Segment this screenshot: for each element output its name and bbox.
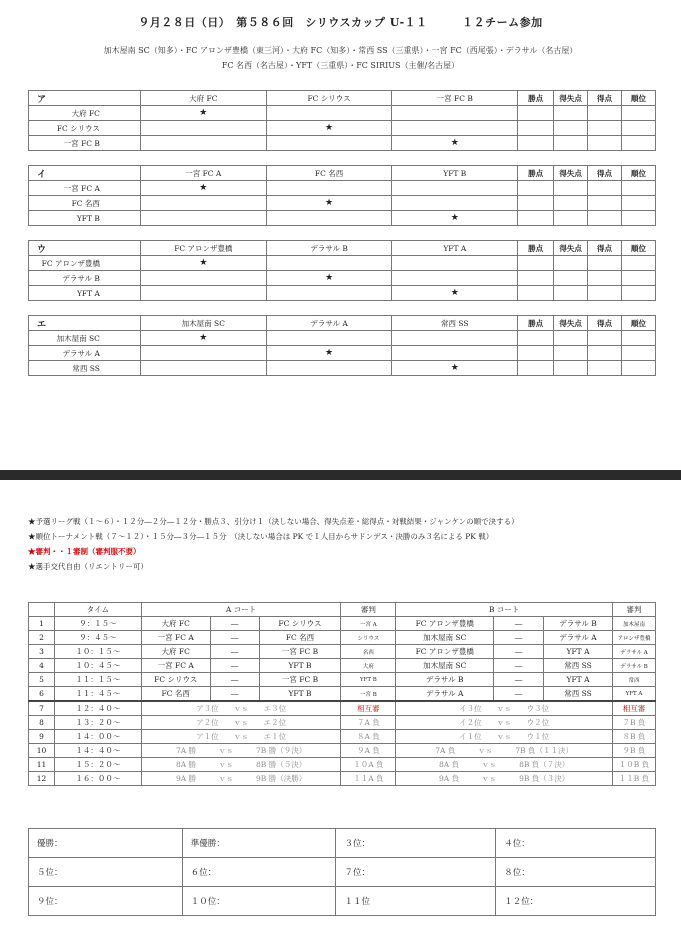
group-name: ウ xyxy=(29,241,141,256)
court-b-away-team: YFT A xyxy=(544,645,613,659)
group-row-team: YFT A xyxy=(29,286,141,301)
match-number: 1 xyxy=(29,617,55,631)
standing-place-field: 優勝： xyxy=(29,829,183,858)
group-team-row xyxy=(29,256,656,271)
result-cell xyxy=(140,196,266,211)
court-b-vs-dash: ― xyxy=(494,645,544,659)
match-number: 10 xyxy=(29,744,55,758)
standing-place-field: ７位： xyxy=(336,858,496,887)
court-a-home-team: 一宮 FC A xyxy=(141,631,210,645)
group-column-team: デラサル A xyxy=(266,316,392,331)
result-cell xyxy=(266,256,392,271)
stat-cell xyxy=(518,211,554,226)
court-b-referee: 常西 xyxy=(612,673,655,687)
court-b-referee: １１B 負 xyxy=(612,772,655,786)
group-team-row xyxy=(29,211,656,226)
result-cell xyxy=(392,256,518,271)
self-match-star: ★ xyxy=(392,136,518,151)
court-b-referee: YFT A xyxy=(612,687,655,702)
stat-cell xyxy=(554,196,588,211)
stat-cell xyxy=(554,106,588,121)
court-b-match: 9A 負 ｖｓ 9B 負（３決） xyxy=(396,772,613,786)
stat-cell xyxy=(622,256,656,271)
stat-header: 順位 xyxy=(622,241,656,256)
group-header-row xyxy=(29,241,656,256)
court-b-away-team: YFT A xyxy=(544,673,613,687)
stat-cell xyxy=(518,286,554,301)
match-number: 12 xyxy=(29,772,55,786)
self-match-star: ★ xyxy=(392,211,518,226)
group-team-row xyxy=(29,106,656,121)
stat-header: 順位 xyxy=(622,166,656,181)
court-b-home-team: FC アロンザ豊橋 xyxy=(396,617,494,631)
court-a-referee: 大府 xyxy=(341,659,396,673)
stat-cell xyxy=(518,106,554,121)
stat-header: 順位 xyxy=(622,316,656,331)
participants-line-2: FC 名西（名古屋）・YFT（三重県）・FC SIRIUS（主催/名古屋） xyxy=(221,61,460,70)
result-cell xyxy=(140,286,266,301)
group-column-team: YFT A xyxy=(392,241,518,256)
court-a-home-team: 大府 FC xyxy=(141,645,210,659)
section-divider xyxy=(0,470,681,480)
stat-cell xyxy=(588,136,622,151)
standing-place-field: ８位： xyxy=(496,858,656,887)
group-team-row xyxy=(29,271,656,286)
group-team-row xyxy=(29,286,656,301)
court-b-vs-dash: ― xyxy=(494,617,544,631)
stat-cell xyxy=(588,106,622,121)
stat-cell xyxy=(622,121,656,136)
stat-header: 勝点 xyxy=(518,241,554,256)
court-a-away-team: FC 名西 xyxy=(259,631,341,645)
group-team-row xyxy=(29,331,656,346)
result-cell xyxy=(266,106,392,121)
stat-cell xyxy=(622,196,656,211)
court-a-match: ア２位 ｖｓ エ２位 xyxy=(141,716,341,730)
court-a-home-team: 一宮 FC A xyxy=(141,659,210,673)
group-row-team: YFT B xyxy=(29,211,141,226)
group-row-team: 常西 SS xyxy=(29,361,141,376)
standing-place-field: 準優勝： xyxy=(182,829,336,858)
match-number: 5 xyxy=(29,673,55,687)
group-table xyxy=(28,165,656,226)
court-a-away-team: YFT B xyxy=(259,659,341,673)
result-cell xyxy=(140,346,266,361)
stat-cell xyxy=(554,346,588,361)
stat-cell xyxy=(588,181,622,196)
court-a-home-team: 大府 FC xyxy=(141,617,210,631)
standing-place-field: ９位： xyxy=(29,887,183,916)
court-b-referee: １０B 負 xyxy=(612,758,655,772)
stat-cell xyxy=(554,286,588,301)
rules-notes xyxy=(28,514,519,574)
stat-header: 勝点 xyxy=(518,91,554,106)
schedule-row xyxy=(29,631,656,645)
schedule-row xyxy=(29,744,656,758)
court-a-vs-dash: ― xyxy=(210,645,259,659)
court-b-referee: 加木屋南 xyxy=(612,617,655,631)
self-match-star: ★ xyxy=(140,181,266,196)
group-column-team: デラサル B xyxy=(266,241,392,256)
match-time: １４：４０〜 xyxy=(54,744,141,758)
standing-place-field: ６位： xyxy=(182,858,336,887)
match-time: １０：１５〜 xyxy=(54,645,141,659)
court-a-match: 7A 勝 ｖｓ 7B 勝（９決） xyxy=(141,744,341,758)
match-time: １１：４５〜 xyxy=(54,687,141,702)
match-number: 7 xyxy=(29,701,55,716)
stat-cell xyxy=(554,211,588,226)
court-a-away-team: FC シリウス xyxy=(259,617,341,631)
court-a-vs-dash: ― xyxy=(210,659,259,673)
court-b-match: 7A 負 ｖｓ 7B 負（１１決） xyxy=(396,744,613,758)
group-column-team: FC シリウス xyxy=(266,91,392,106)
group-team-row xyxy=(29,121,656,136)
court-b-home-team: 加木屋南 SC xyxy=(396,659,494,673)
stat-cell xyxy=(588,211,622,226)
stat-header: 得失点 xyxy=(554,316,588,331)
schedule-row xyxy=(29,758,656,772)
court-a-referee: YFT B xyxy=(341,673,396,687)
group-row-team: 一宮 FC A xyxy=(29,181,141,196)
court-a-referee: 相互審 xyxy=(341,701,396,716)
stat-header: 得点 xyxy=(588,166,622,181)
group-column-team: 常西 SS xyxy=(392,316,518,331)
match-time: １３：２０〜 xyxy=(54,716,141,730)
group-name: ア xyxy=(29,91,141,106)
court-a-referee: ８A 負 xyxy=(341,730,396,744)
group-column-team: FC アロンザ豊橋 xyxy=(140,241,266,256)
court-a-vs-dash: ― xyxy=(210,687,259,702)
court-b-home-team: FC アロンザ豊橋 xyxy=(396,645,494,659)
stat-cell xyxy=(622,286,656,301)
stat-cell xyxy=(518,181,554,196)
stat-cell xyxy=(554,256,588,271)
court-a-referee: シリウス xyxy=(341,631,396,645)
stat-cell xyxy=(518,256,554,271)
standing-place-field: １０位： xyxy=(182,887,336,916)
stat-header: 得失点 xyxy=(554,241,588,256)
stat-cell xyxy=(588,361,622,376)
self-match-star: ★ xyxy=(140,256,266,271)
stat-cell xyxy=(518,136,554,151)
court-a-away-team: 一宮 FC B xyxy=(259,673,341,687)
match-time: １１：１５〜 xyxy=(54,673,141,687)
standings-row xyxy=(29,829,656,858)
stat-cell xyxy=(622,271,656,286)
stat-cell xyxy=(622,136,656,151)
stat-cell xyxy=(622,211,656,226)
stat-cell xyxy=(518,331,554,346)
stat-cell xyxy=(622,346,656,361)
rule-substitution: ★選手交代自由（リエントリー可） xyxy=(28,562,148,571)
schedule-row xyxy=(29,617,656,631)
stat-cell xyxy=(554,331,588,346)
court-a-referee: 一宮 A xyxy=(341,617,396,631)
group-team-row xyxy=(29,136,656,151)
result-cell xyxy=(392,181,518,196)
stat-cell xyxy=(518,196,554,211)
stat-cell xyxy=(554,361,588,376)
court-b-vs-dash: ― xyxy=(494,659,544,673)
match-time: １４：００〜 xyxy=(54,730,141,744)
stat-cell xyxy=(588,196,622,211)
result-cell xyxy=(140,121,266,136)
stat-cell xyxy=(622,181,656,196)
court-b-match: 8A 負 ｖｓ 8B 負（７決） xyxy=(396,758,613,772)
stat-cell xyxy=(518,121,554,136)
group-name: エ xyxy=(29,316,141,331)
result-cell xyxy=(266,361,392,376)
stat-cell xyxy=(588,346,622,361)
court-b-referee: デラサル B xyxy=(612,659,655,673)
stat-header: 得点 xyxy=(588,316,622,331)
self-match-star: ★ xyxy=(140,331,266,346)
schedule-row xyxy=(29,701,656,716)
court-a-referee: ９A 負 xyxy=(341,744,396,758)
match-schedule-table xyxy=(28,602,656,786)
stat-header: 勝点 xyxy=(518,166,554,181)
stat-header: 得点 xyxy=(588,91,622,106)
group-column-team: 大府 FC xyxy=(140,91,266,106)
self-match-star: ★ xyxy=(266,346,392,361)
stat-header: 得失点 xyxy=(554,166,588,181)
group-row-team: デラサル B xyxy=(29,271,141,286)
schedule-row xyxy=(29,772,656,786)
court-b-home-team: デラサル B xyxy=(396,673,494,687)
page-title: ９月２８日（日） 第５８６回 シリウスカップ U-１１ １２チーム参加 xyxy=(138,16,543,29)
stat-cell xyxy=(518,346,554,361)
match-time: １２：４０〜 xyxy=(54,701,141,716)
court-b-away-team: デラサル A xyxy=(544,631,613,645)
schedule-header-time: タイム xyxy=(54,603,141,617)
stat-cell xyxy=(622,361,656,376)
match-time: １５：２０〜 xyxy=(54,758,141,772)
result-cell xyxy=(266,181,392,196)
self-match-star: ★ xyxy=(266,271,392,286)
match-number: 4 xyxy=(29,659,55,673)
group-table xyxy=(28,90,656,151)
match-time: １０：４５〜 xyxy=(54,659,141,673)
self-match-star: ★ xyxy=(266,121,392,136)
group-column-team: YFT B xyxy=(392,166,518,181)
result-cell xyxy=(266,136,392,151)
schedule-row xyxy=(29,673,656,687)
result-cell xyxy=(266,211,392,226)
court-a-away-team: YFT B xyxy=(259,687,341,702)
stat-header: 勝点 xyxy=(518,316,554,331)
result-cell xyxy=(392,121,518,136)
court-b-away-team: 常西 SS xyxy=(544,659,613,673)
court-b-referee: ７B 負 xyxy=(612,716,655,730)
schedule-header-referee-a: 審判 xyxy=(341,603,396,617)
standing-place-field: ５位： xyxy=(29,858,183,887)
result-cell xyxy=(392,196,518,211)
court-b-referee: 相互審 xyxy=(612,701,655,716)
stat-header: 得失点 xyxy=(554,91,588,106)
result-cell xyxy=(392,331,518,346)
group-column-team: FC 名西 xyxy=(266,166,392,181)
group-team-row xyxy=(29,196,656,211)
final-standings-table xyxy=(28,828,656,916)
court-a-referee: １１A 負 xyxy=(341,772,396,786)
result-cell xyxy=(140,136,266,151)
group-name: イ xyxy=(29,166,141,181)
group-header-row xyxy=(29,316,656,331)
stat-cell xyxy=(588,331,622,346)
group-row-team: FC シリウス xyxy=(29,121,141,136)
schedule-row xyxy=(29,687,656,702)
stat-cell xyxy=(622,331,656,346)
self-match-star: ★ xyxy=(266,196,392,211)
rule-referee: ★審判・・１審制（審判服不要） xyxy=(28,547,141,556)
standing-place-field: ３位： xyxy=(336,829,496,858)
schedule-row xyxy=(29,659,656,673)
court-b-referee: ９B 負 xyxy=(612,744,655,758)
schedule-row xyxy=(29,730,656,744)
court-a-referee: ７A 負 xyxy=(341,716,396,730)
court-b-vs-dash: ― xyxy=(494,673,544,687)
court-b-referee: アロンザ豊橋 xyxy=(612,631,655,645)
court-a-home-team: FC 名西 xyxy=(141,687,210,702)
group-column-team: 一宮 FC A xyxy=(140,166,266,181)
group-team-row xyxy=(29,346,656,361)
standing-place-field: １１位 xyxy=(336,887,496,916)
court-a-referee: 一宮 B xyxy=(341,687,396,702)
court-a-home-team: FC シリウス xyxy=(141,673,210,687)
court-a-vs-dash: ― xyxy=(210,617,259,631)
result-cell xyxy=(392,106,518,121)
group-team-row xyxy=(29,361,656,376)
court-a-away-team: 一宮 FC B xyxy=(259,645,341,659)
match-number: 6 xyxy=(29,687,55,702)
stat-cell xyxy=(622,106,656,121)
stat-cell xyxy=(554,271,588,286)
schedule-row xyxy=(29,645,656,659)
court-b-match: イ２位 ｖｓ ウ２位 xyxy=(396,716,613,730)
court-b-vs-dash: ― xyxy=(494,687,544,702)
court-a-vs-dash: ― xyxy=(210,673,259,687)
participants-line-1: 加木屋南 SC（知多）・FC アロンザ豊橋（東三河）・大府 FC（知多）・常西 SS（三重県）・一宮 FC（西尾張）・デラサル（名古屋） xyxy=(103,46,578,55)
standings-row xyxy=(29,858,656,887)
court-a-match: ア１位 ｖｓ エ１位 xyxy=(141,730,341,744)
schedule-header-court-a: A コート xyxy=(141,603,341,617)
group-row-team: 一宮 FC B xyxy=(29,136,141,151)
result-cell xyxy=(266,331,392,346)
schedule-header-court-b: B コート xyxy=(396,603,613,617)
match-number: 8 xyxy=(29,716,55,730)
schedule-header-row xyxy=(29,603,656,617)
court-a-referee: 名西 xyxy=(341,645,396,659)
court-b-away-team: デラサル B xyxy=(544,617,613,631)
result-cell xyxy=(392,346,518,361)
self-match-star: ★ xyxy=(392,361,518,376)
court-b-home-team: 加木屋南 SC xyxy=(396,631,494,645)
schedule-header-no xyxy=(29,603,55,617)
result-cell xyxy=(140,211,266,226)
stat-cell xyxy=(518,361,554,376)
court-b-away-team: 常西 SS xyxy=(544,687,613,702)
group-table xyxy=(28,315,656,376)
stat-cell xyxy=(554,121,588,136)
court-b-vs-dash: ― xyxy=(494,631,544,645)
match-number: 11 xyxy=(29,758,55,772)
self-match-star: ★ xyxy=(392,286,518,301)
group-table xyxy=(28,240,656,301)
group-row-team: 大府 FC xyxy=(29,106,141,121)
group-header-row xyxy=(29,91,656,106)
stat-cell xyxy=(554,181,588,196)
match-time: ９：１５〜 xyxy=(54,617,141,631)
self-match-star: ★ xyxy=(140,106,266,121)
group-header-row xyxy=(29,166,656,181)
stat-cell xyxy=(588,256,622,271)
group-column-team: 加木屋南 SC xyxy=(140,316,266,331)
court-a-match: ア３位 ｖｓ エ３位 xyxy=(141,701,341,716)
schedule-row xyxy=(29,716,656,730)
standings-row xyxy=(29,887,656,916)
stat-cell xyxy=(518,271,554,286)
standing-place-field: １２位： xyxy=(496,887,656,916)
match-time: ９：４５〜 xyxy=(54,631,141,645)
stat-cell xyxy=(588,121,622,136)
group-team-row xyxy=(29,181,656,196)
stat-cell xyxy=(588,286,622,301)
group-row-team: 加木屋南 SC xyxy=(29,331,141,346)
court-a-match: 8A 勝 ｖｓ 8B 勝（５決） xyxy=(141,758,341,772)
group-column-team: 一宮 FC B xyxy=(392,91,518,106)
match-time: １６：００〜 xyxy=(54,772,141,786)
result-cell xyxy=(266,286,392,301)
court-b-match: イ１位 ｖｓ ウ１位 xyxy=(396,730,613,744)
stat-header: 順位 xyxy=(622,91,656,106)
group-row-team: デラサル A xyxy=(29,346,141,361)
stat-header: 得点 xyxy=(588,241,622,256)
match-number: 2 xyxy=(29,631,55,645)
stat-cell xyxy=(588,271,622,286)
schedule-header-referee-b: 審判 xyxy=(612,603,655,617)
group-row-team: FC 名西 xyxy=(29,196,141,211)
court-b-home-team: デラサル A xyxy=(396,687,494,702)
rule-league: ★予選リーグ戦（１〜６）・１２分―２分―１２分・勝点３、引分け１（決しない場合、得失点差・総得点・対戦結果・ジャンケンの順で決する） xyxy=(28,517,519,526)
court-a-referee: １０A 負 xyxy=(341,758,396,772)
court-a-match: 9A 勝 ｖｓ 9B 勝（決勝） xyxy=(141,772,341,786)
rule-tournament: ★順位トーナメント戦（７〜１２）・１５分―３分―１５分 （決しない場合は PK で１人目からサドンデス・決勝のみ３名による PK 戦） xyxy=(28,532,494,541)
match-number: 9 xyxy=(29,730,55,744)
court-b-referee: ８B 負 xyxy=(612,730,655,744)
court-b-match: イ３位 ｖｓ ウ３位 xyxy=(396,701,613,716)
result-cell xyxy=(140,271,266,286)
match-number: 3 xyxy=(29,645,55,659)
court-b-referee: デラサル A xyxy=(612,645,655,659)
stat-cell xyxy=(554,136,588,151)
group-row-team: FC アロンザ豊橋 xyxy=(29,256,141,271)
result-cell xyxy=(140,361,266,376)
court-a-vs-dash: ― xyxy=(210,631,259,645)
standing-place-field: ４位： xyxy=(496,829,656,858)
result-cell xyxy=(392,271,518,286)
